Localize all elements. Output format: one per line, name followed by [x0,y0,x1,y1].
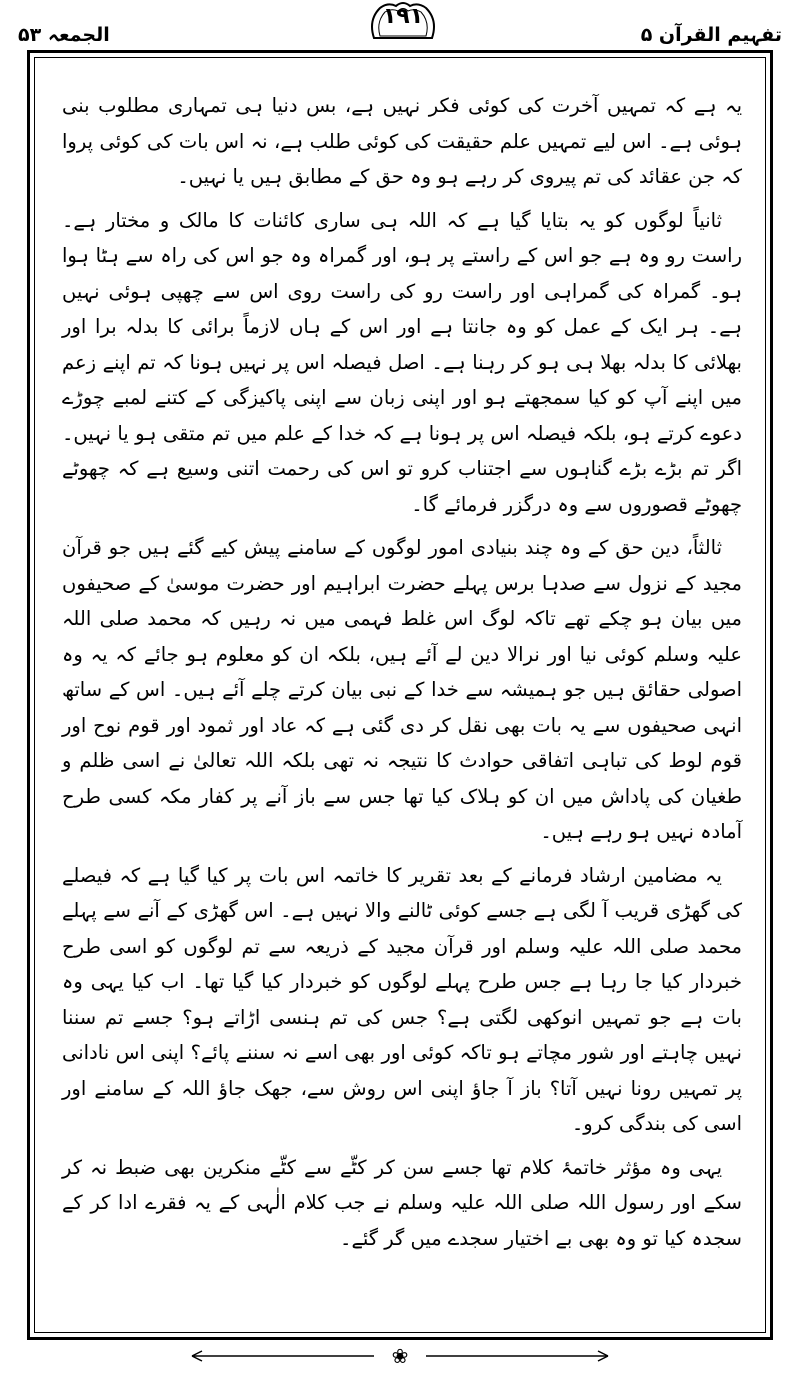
paragraph: ثالثاً، دین حق کے وہ چند بنیادی امور لوگوں کے سامنے پیش کیے گئے ہیں جو قرآن مجید کے نزول سے صدہا برس پہلے حضرت ابراہیم اور حضرت موسیٰ کے صحیفوں میں بیان ہو چکے تھے تاکہ لوگ اس غلط فہمی میں نہ رہیں کہ محمد صلی اللہ علیہ وسلم کوئی نیا اور نرالا دین لے آئے ہیں، بلکہ ان کو معلوم ہو جائے کہ یہ وہ اصولی حقائق ہیں جو ہمیشہ سے خدا کے نبی بیان کرتے چلے آئے ہیں۔ اس کے ساتھ انہی صحیفوں سے یہ بات بھی نقل کر دی گئی ہے کہ عاد اور ثمود اور قوم نوح اور قوم لوط کی تباہی اتفاقی حوادث کا نتیجہ نہ تھی بلکہ اللہ تعالیٰ نے اسی ظلم و طغیان کی پاداش میں ان کو ہلاک کیا تھا جس سے باز آنے پر کفار مکہ کسی طرح آمادہ نہیں ہو رہے ہیں۔ [62,536,742,843]
body-text [62,88,742,1323]
page-number-badge [366,0,440,42]
surah-label: الجمعہ ۵۳ [18,24,110,46]
paragraph: ثانیاً لوگوں کو یہ بتایا گیا ہے کہ اللہ ہی ساری کائنات کا مالک و مختار ہے۔ راست رو وہ ہے جو اس کے راستے پر ہو، اور گمراہ وہ جو اس کی راہ سے ہٹا ہوا ہو۔ گمراہ کی گمراہی اور راست رو کی راست روی اس سے چھپی ہوئی نہیں ہے۔ ہر ایک کے عمل کو وہ جانتا ہے اور اس کے ہاں لازماً برائی کا بدلہ برا اور بھلائی کا بدلہ بھلا ہی ہو کر رہنا ہے۔ اصل فیصلہ اس پر نہیں ہونا کہ تم اپنے زعم میں اپنے آپ کو کیا سمجھتے ہو اور اپنی زبان سے اپنی پاکیزگی کے کتنے لمبے چوڑے دعوے کرتے ہو، بلکہ فیصلہ اس پر ہونا ہے کہ خدا کے علم میں تم متقی ہو یا نہیں۔ اگر تم بڑے بڑے گناہوں سے اجتناب کرو تو اس کی رحمت اتنی وسیع ہے کہ چھوٹے چھوٹے قصوروں سے وہ درگزر فرمائے گا۔ [62,208,742,516]
ornament-glyph: ❀ [391,1344,409,1368]
ornament-divider-icon [188,1339,612,1373]
paragraph: یہی وہ مؤثر خاتمۂ کلام تھا جسے سن کر کٹّے سے کٹّے منکرین بھی ضبط نہ کر سکے اور رسول اللہ صلی اللہ علیہ وسلم نے جب کلام الٰہی کے یہ فقرے ادا کر کے سجدہ کیا تو وہ بھی بے اختیار سجدے میں گر گئے۔ [62,1155,742,1250]
page-number: ۱۹۱ [382,4,424,29]
paragraph: یہ مضامین ارشاد فرمانے کے بعد تقریر کا خاتمہ اس بات پر کیا گیا ہے کہ فیصلے کی گھڑی قریب آ لگی ہے جسے کوئی ٹالنے والا نہیں ہے۔ اس گھڑی کے آنے سے پہلے محمد صلی اللہ علیہ وسلم اور قرآن مجید کے ذریعہ سے تم لوگوں کو اسی طرح خبردار کیا جا رہا ہے جس طرح پہلے لوگوں کو خبردار کیا گیا تھا۔ اب کیا یہی وہ بات ہے جو تمہیں انوکھی لگتی ہے؟ جس کی تم ہنسی اڑاتے ہو؟ جسے تم سننا نہیں چاہتے اور شور مچاتے ہو تاکہ کوئی اور بھی اسے نہ سننے پائے؟ اپنی اس نادانی پر تمہیں رونا نہیں آتا؟ باز آ جاؤ اپنی اس روش سے، جھک جاؤ اللہ کے سامنے اور اسی کی بندگی کرو۔ [62,863,742,1135]
paragraph: یہ ہے کہ تمہیں آخرت کی کوئی فکر نہیں ہے، بس دنیا ہی تمہاری مطلوب بنی ہوئی ہے۔ اس لیے تمہیں علم حقیقت کی کوئی طلب ہے، نہ اس بات کی کوئی پروا کہ جن عقائد کی تم پیروی کر رہے ہو وہ حق کے مطابق ہیں یا نہیں۔ [62,94,742,188]
page-header [0,0,800,52]
book-title: تفہیم القرآن ۵ [640,24,782,46]
section-end-ornament [188,1339,612,1373]
